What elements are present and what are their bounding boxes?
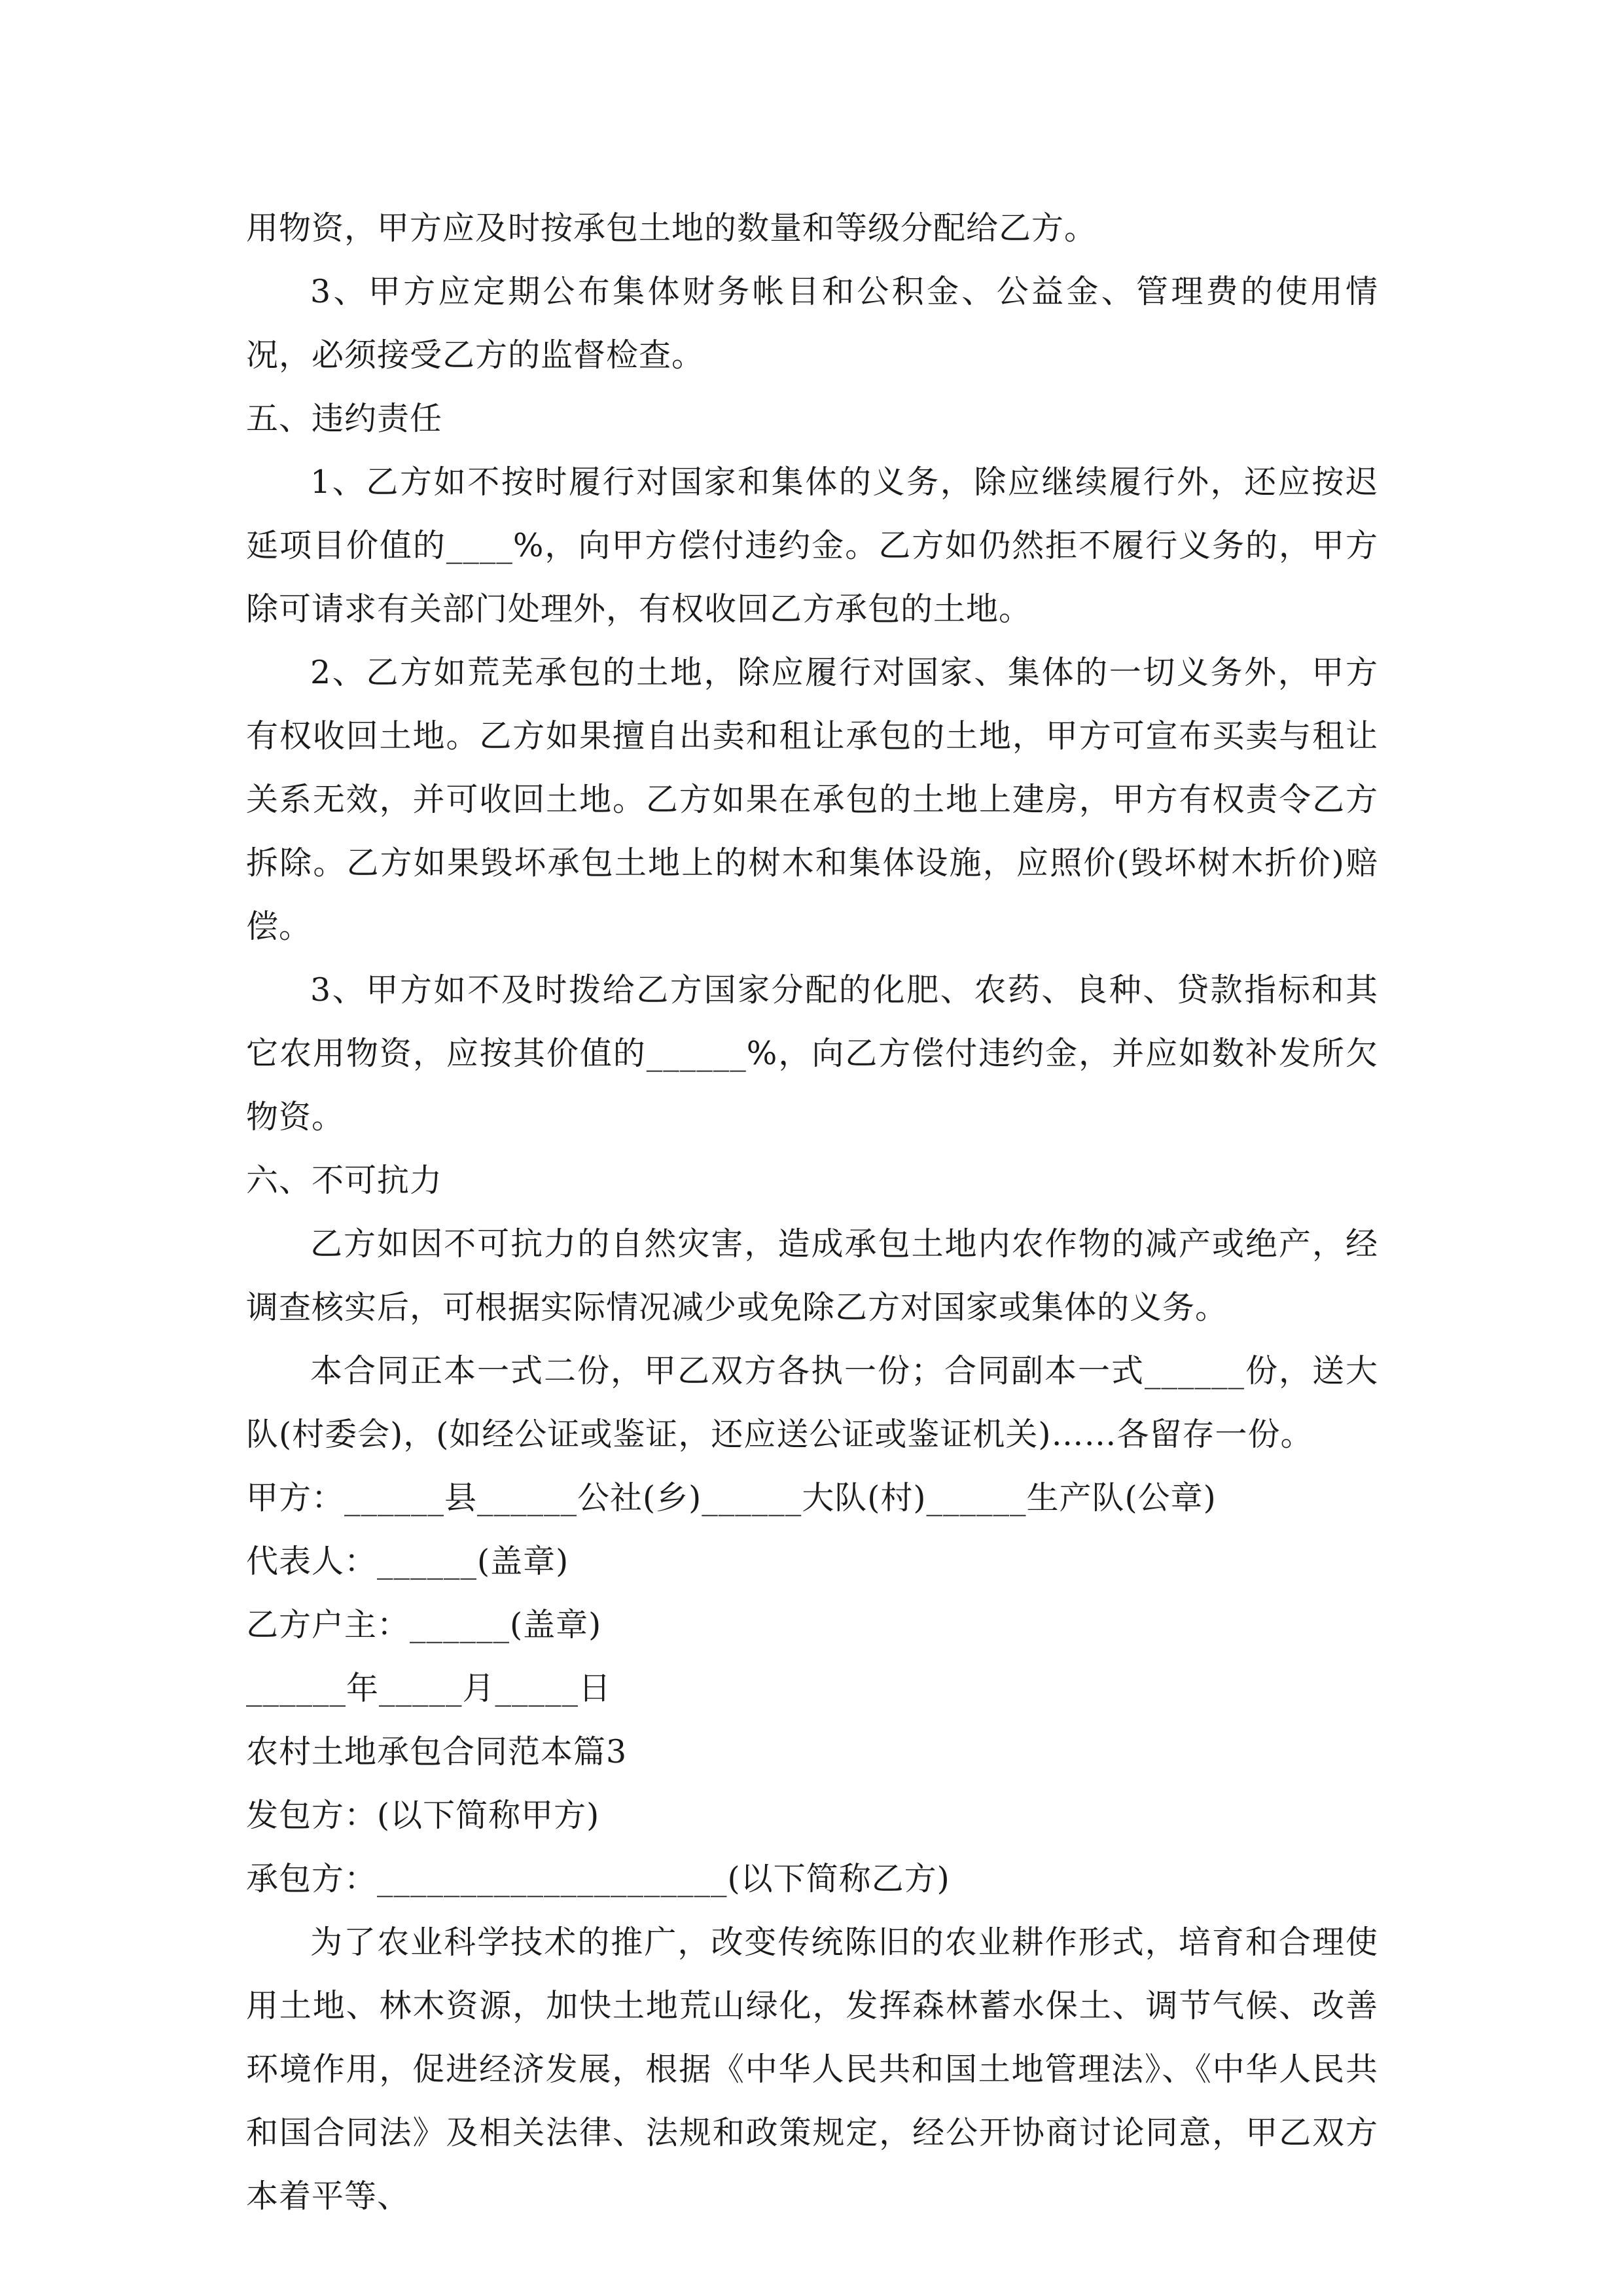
- paragraph-continuation: 用物资，甲方应及时按承包土地的数量和等级分配给乙方。: [246, 209, 1097, 247]
- contractor-line: 发包方：(以下简称甲方): [246, 1797, 600, 1834]
- clause-5-2: 2、乙方如荒芜承包的土地，除应履行对国家、集体的一切义务外，甲方有权收回土地。乙方如果擅自出卖和租让承包的土地，甲方可宣布买卖与租让关系无效，并可收回土地。乙方如果在承包的土地上建房，甲方有权责令乙方拆除。乙方如果毁坏承包土地上的树木和集体设施，应照价(毁坏树木折价)赔偿。: [246, 654, 1379, 945]
- template-title: 农村土地承包合同范本篇3: [246, 1733, 628, 1770]
- party-a-signature-line: 甲方：______县______公社(乡)______大队(村)______生产队(公章): [246, 1479, 1217, 1516]
- section-heading-breach: 五、违约责任: [246, 400, 443, 437]
- copies-clause: 本合同正本一式二份，甲乙双方各执一份；合同副本一式______份，送大队(村委会)，(如经公证或鉴证，还应送公证或鉴证机关)……各留存一份。: [246, 1352, 1378, 1453]
- party-b-signature-line: 乙方户主：______(盖章): [246, 1606, 602, 1643]
- clause-6: 乙方如因不可抗力的自然灾害，造成承包土地内农作物的减产或绝产，经调查核实后，可根据实际情况减少或免除乙方对国家或集体的义务。: [246, 1225, 1378, 1326]
- date-line: ______年_____月_____日: [246, 1670, 612, 1707]
- document-body: [246, 196, 1378, 2228]
- clause-4-3: 3、甲方应定期公布集体财务帐目和公积金、公益金、管理费的使用情况，必须接受乙方的监督检查。: [246, 273, 1378, 374]
- clause-5-1: 1、乙方如不按时履行对国家和集体的义务，除应继续履行外，还应按迟延项目价值的____%，向甲方偿付违约金。乙方如仍然拒不履行义务的，甲方除可请求有关部门处理外，有权收回乙方承包的土地。: [246, 463, 1378, 628]
- section-heading-force-majeure: 六、不可抗力: [246, 1162, 443, 1199]
- clause-5-3: 3、甲方如不及时拨给乙方国家分配的化肥、农药、良种、贷款指标和其它农用物资，应按其价值的______%，向乙方偿付违约金，并应如数补发所欠物资。: [246, 971, 1378, 1136]
- preamble-paragraph: 为了农业科学技术的推广，改变传统陈旧的农业耕作形式，培育和合理使用土地、林木资源，加快土地荒山绿化，发挥森林蓄水保土、调节气候、改善环境作用，促进经济发展，根据《中华人民共和国土地管理法》、《中华人民共和国合同法》及相关法律、法规和政策规定，经公开协商讨论同意，甲乙双方本着平等、: [246, 1924, 1378, 2215]
- representative-signature-line: 代表人：______(盖章): [246, 1543, 569, 1580]
- contractee-line: 承包方：_____________________(以下简称乙方): [246, 1860, 950, 1897]
